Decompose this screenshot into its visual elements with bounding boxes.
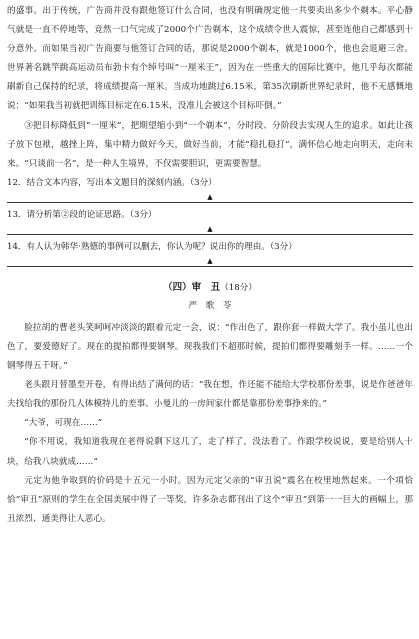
- passage-paragraph-2: ③把目标降低到“一厘米”，把期望缩小到“一个剃本”，分时段、分阶段去实现人生的追求。如此让孩子放下包袱，越挫上阵，集中精力做好今天，做好当前，才能“稳扎稳打”，满怀信心地走向明天，走向未来。“只谈前一名”，是一种人生境界，不仅需要胆识，更需要智慧。: [7, 120, 413, 169]
- section-points: （18分）: [220, 282, 257, 293]
- answer-line-12[interactable]: [7, 192, 413, 203]
- triangle-marker-icon: ▲: [207, 256, 213, 265]
- passage2-paragraph-5: 元定为他争取到的价码是十五元一小时。因为元定父亲的“审丑说”震名在校里地然起来。一个項恰恰“审丑”原则的学生在全国美展中得了一等奖，许多杂志都刊出了这个“审丑”到第一一巨大的画幅上，那丑浓烈、通美得让人恶心。: [7, 475, 413, 524]
- passage-paragraph-1: 的盛事。出于传统，广告商并没有跟他签订什么合同，也没有明确规定他一共要卖出多少个剃本。平心静气就是一直不停地等，竞然一口气完成了2000个广告剃本，这个成绩令世人震惊，甚至连他自己都感到十分意外。而如果当初广告商要与他签订合同的话，那说是2000个剃本，就是1000个，他也会退避三舍。世界著名跳竿跳高运动员布勃卡有个绰号叫“一厘米王”，因为在一些重大的国际比赛中，他几乎每次都能刷新自己保持的纪录，将成绩提高一厘米。当成功地跳过6.15米，第35次刷新世界纪录时，他不无感慨地说：“如果我当初就把训练目标定在6.15米，没准儿会被这个目标吓倒。”: [7, 6, 413, 112]
- question-14: 14．有人认为韩华·熟德的事例可以删去，你认为呢？说出你的理由。（3分）: [7, 241, 297, 252]
- question-13: 13．请分析第②段的论证思路。（3分）: [7, 209, 157, 220]
- section-heading: （四）审 丑: [163, 281, 221, 293]
- passage2-paragraph-4: “你不用说，我知道我现在老得说剩下这几了，走了样了，没法看了。作跟学校说说，要是给别人十块，给我八块就成……”: [7, 437, 413, 467]
- question-12: 12．结合文本内容，写出本文题目的深刻内涵。（3分）: [7, 177, 217, 188]
- passage-one: [7, 2, 413, 174]
- passage2-paragraph-1: 脸拉胡的曹老头笑呵呵冲淡淡的跟着元定一会，说：“作出色了，跟你套一样做大学了。我小虽儿也出色了，要爱德好了。现在的提拍都得要钢琴。现我我们不超那时候，提拍们都得要雕刻手一样。……一个钢琴得五千呀。”: [7, 322, 413, 372]
- passage-two: [7, 319, 413, 529]
- passage2-paragraph-3: “大爷，可现在……”: [24, 418, 103, 429]
- section-title: [7, 281, 413, 295]
- triangle-marker-icon: ▲: [207, 192, 213, 201]
- author-name: 严 歌 苓: [188, 300, 232, 311]
- passage2-paragraph-2: 老头跟月替墨至开卷，有得出结了满何的话：“我在想，作还能不能给大学校那份差事，说是作爸爸年夫找给我的那份几人体模特儿的差事。小曼儿的一房间家什都是靠那份差事挣来的。”: [7, 380, 413, 410]
- answer-line-14[interactable]: [7, 256, 413, 267]
- question-block: [7, 177, 413, 267]
- answer-line-13[interactable]: [7, 224, 413, 235]
- triangle-marker-icon: ▲: [207, 224, 213, 233]
